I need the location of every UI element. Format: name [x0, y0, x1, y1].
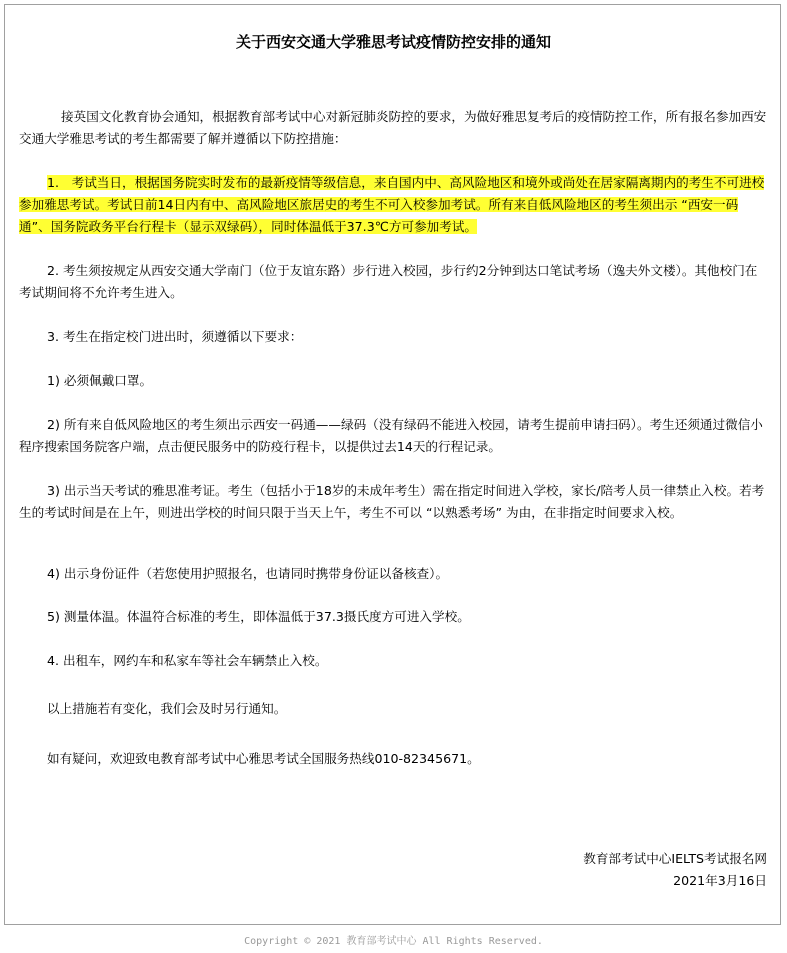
sub-item-4: 4) 出示身份证件（若您使用护照报名，也请同时携带身份证以备核查）。 [47, 566, 449, 581]
signature-date: 2021年3月16日 [673, 873, 767, 888]
closing-paragraph: 以上措施若有变化，我们会及时另行通知。 [47, 701, 287, 716]
sub-item-3: 3) 出示当天考试的雅思准考证。考生（包括小于18岁的未成年考生）需在指定时间进入学校，家长/陪考人员一律禁止入校。若考生的考试时间是在上午，则进出学校的时间只限于当天上午，考生不可以 “以熟悉考场” 为由，在非指定时间要求入校。 [19, 483, 765, 520]
signature-organization: 教育部考试中心IELTS考试报名网 [583, 851, 767, 866]
item-2-paragraph: 2. 考生须按规定从西安交通大学南门（位于友谊东路）步行进入校园，步行约2分钟到达口笔试考场（逸夫外文楼）。其他校门在考试期间将不允许考生进入。 [19, 263, 758, 300]
sub-item-2: 2) 所有来自低风险地区的考生须出示西安一码通——绿码（没有绿码不能进入校园，请考生提前申请扫码）。考生还须通过微信小程序搜索国务院客户端，点击便民服务中的防疫行程卡，以提供过去14天的行程记录。 [19, 417, 763, 454]
contact-paragraph: 如有疑问，欢迎致电教育部考试中心雅思考试全国服务热线010-82345671。 [47, 751, 480, 766]
sub-item-5: 5) 测量体温。体温符合标准的考生，即体温低于37.3摄氏度方可进入学校。 [47, 609, 470, 624]
intro-paragraph: 接英国文化教育协会通知，根据教育部考试中心对新冠肺炎防控的要求，为做好雅思复考后的疫情防控工作，所有报名参加西安交通大学雅思考试的考生都需要了解并遵循以下防控措施： [19, 109, 767, 146]
item-4-paragraph: 4. 出租车，网约车和私家车等社会车辆禁止入校。 [47, 653, 328, 668]
copyright-footer: Copyright © 2021 教育部考试中心 All Rights Reserved. [244, 936, 543, 947]
item-1-paragraph [19, 172, 769, 238]
item-3-paragraph: 3. 考生在指定校门进出时，须遵循以下要求： [47, 329, 303, 344]
page-title: 关于西安交通大学雅思考试疫情防控安排的通知 [235, 33, 551, 51]
sub-item-1: 1) 必须佩戴口罩。 [47, 373, 153, 388]
highlighted-text: 1. 考试当日，根据国务院实时发布的最新疫情等级信息，来自国内中、高风险地区和境外或尚处在居家隔离期内的考生不可进校参加雅思考试。考试日前14日内有中、高风险地区旅居史的考生不可入校参加考试。所有来自低风险地区的考生须出示 “西安一码通”、国务院政务平台行程卡（显示双绿码），同时体温低于37.3℃方可参加考试。 [19, 175, 765, 234]
